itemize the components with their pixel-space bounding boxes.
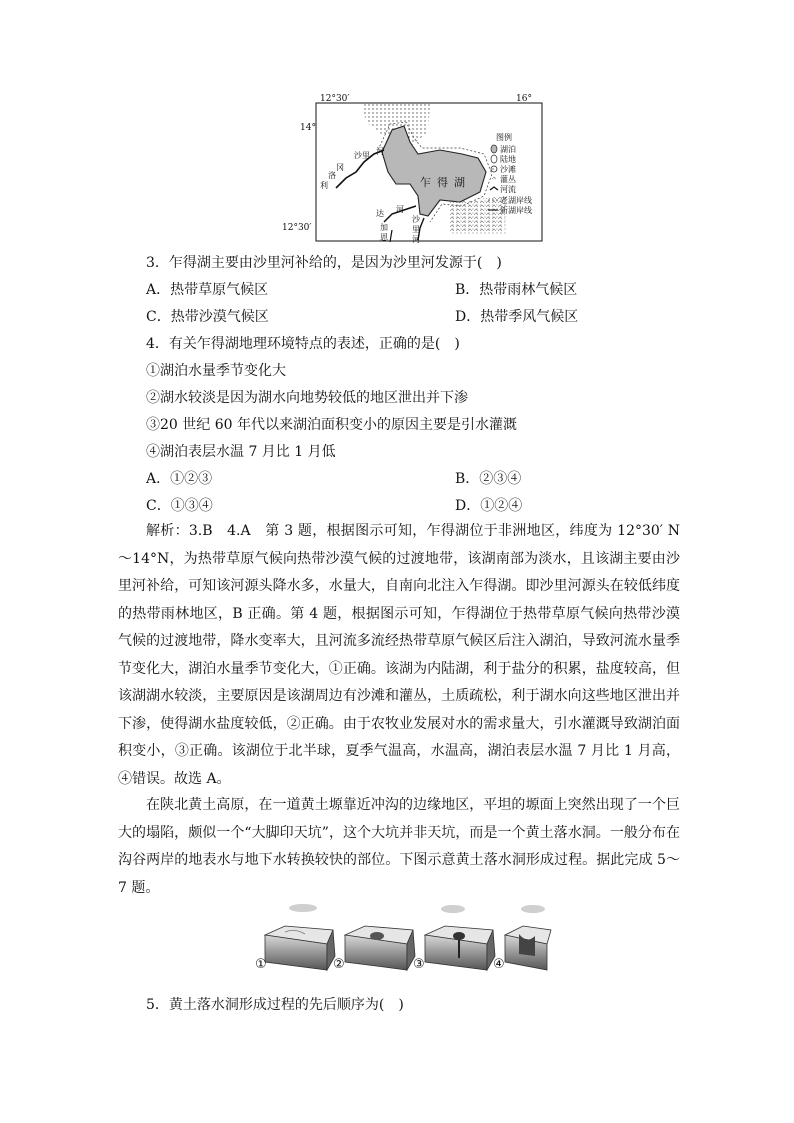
lat-bottom-label: 12°30′ xyxy=(282,223,312,233)
river-chari-left-label: 沙里 xyxy=(354,151,370,160)
lon-right-label: 16° xyxy=(516,94,532,104)
q5-stem: 5．黄土落水洞形成过程的先后顺序为( ) xyxy=(146,997,404,1013)
q4-option-b: B．②③④ xyxy=(455,471,522,487)
river-bottom-char-3: 河 xyxy=(412,235,420,244)
river-logone-char-1: 达 xyxy=(376,209,384,218)
block-label-2: ② xyxy=(333,957,345,972)
legend-river: 河流 xyxy=(500,185,516,194)
q4-statement-4: ④湖泊表层水温 7 月比 1 月低 xyxy=(146,444,336,460)
lat-top-label: 14° xyxy=(300,123,316,133)
river-logone-suffix: 河 xyxy=(396,205,404,214)
legend-old-shore: 老湖岸线 xyxy=(500,196,532,205)
block-stage-1 xyxy=(255,926,335,972)
river-left-char-2: 洛 xyxy=(328,171,336,180)
q4-option-d: D．①②④ xyxy=(455,498,523,514)
legend-sand: 沙滩 xyxy=(500,165,516,174)
q4-stem: 4．有关乍得湖地理环境特点的表述，正确的是( ) xyxy=(146,336,460,352)
river-bottom-char-2: 里 xyxy=(412,225,420,234)
block-label-1: ① xyxy=(255,957,267,972)
q4-statement-2: ②湖水较淡是因为湖水向地势较低的地区泄出并下渗 xyxy=(146,390,468,406)
q3-stem: 3．乍得湖主要由沙里河补给的，是因为沙里河发源于( ) xyxy=(146,255,502,271)
block-label-4: ④ xyxy=(493,957,505,972)
map-figure xyxy=(282,92,548,246)
legend-shrub: 灌丛 xyxy=(500,175,516,184)
lon-left-label: 12°30′ xyxy=(320,94,350,104)
q3-option-d: D．热带季风气候区 xyxy=(455,309,579,325)
legend-lake: 湖泊 xyxy=(500,145,516,154)
intro-paragraph: 在陕北黄土高原，在一道黄土塬靠近冲沟的边缘地区，平坦的塬面上突然出现了一个巨大的塌陷，颇似一个“大脚印天坑”，这个大坑并非天坑，而是一个黄土落水洞。一般分布在沟谷两岸的地表水与地下水转换较快的部位。下图示意黄土落水洞形成过程。据此完成 5～7 题。 xyxy=(118,797,680,896)
block-stage-2 xyxy=(333,926,415,972)
legend-new-shore: 新湖岸线 xyxy=(500,206,532,215)
q4-statement-3: ③20 世纪 60 年代以来湖泊面积变小的原因主要是引水灌溉 xyxy=(146,417,517,433)
cloud-2 xyxy=(441,905,465,913)
q3-option-b: B．热带雨林气候区 xyxy=(455,282,578,298)
cloud-1 xyxy=(289,904,317,912)
block-stage-4 xyxy=(493,926,551,972)
block-label-3: ③ xyxy=(413,957,425,972)
legend-land: 陆地 xyxy=(500,155,516,164)
q4-option-c: C．①③④ xyxy=(146,498,213,514)
lake-label: 乍得湖 xyxy=(420,176,471,189)
sinkhole-process-figure xyxy=(255,900,555,980)
river-chari-left-suffix: 河 xyxy=(376,147,384,156)
river-left-char-3: 冈 xyxy=(336,163,344,172)
river-logone-char-3: 恩 xyxy=(380,233,388,242)
q3-option-a: A．热带草原气候区 xyxy=(146,282,269,298)
river-bottom-char-1: 沙 xyxy=(412,215,420,224)
q4-option-a: A．①②③ xyxy=(146,471,213,487)
q3-option-c: C．热带沙漠气候区 xyxy=(146,309,269,325)
analysis-paragraph: 解析：3.B 4.A 第 3 题，根据图示可知，乍得湖位于非洲地区，纬度为 12°30′ N～14°N，为热带草原气候向热带沙漠气候的过渡地带，该湖南部为淡水，且该湖主要由沙里河补给，可知该河源头降水多，水量大，自南向北注入乍得湖。即沙里河源头在较低纬度的热带雨林地区，B 正确。第 4 题，根据图示可知，乍得湖位于热带草原气候向热带沙漠气候的过渡地带，降水变率大，且河流多流经热带草原气候区后注入湖泊，导致河流水量季节变化大，湖泊水量季节变化大，①正确。该湖为内陆湖，利于盐分的积累，盐度较高，但该湖湖水较淡，主要原因是该湖周边有沙滩和灌丛，土质疏松，利于湖水向这些地区泄出并下渗，使得湖水盐度较低，②正确。由于农牧业发展对水的需求量大，引水灌溉导致湖泊面积变小，③正确。该湖位于北半球，夏季气温高，水温高，湖泊表层水温 7 月比 1 月高，④错误。故选 A。 xyxy=(118,523,680,787)
q4-statement-1: ①湖泊水量季节变化大 xyxy=(146,363,286,379)
river-logone-char-2: 加 xyxy=(380,223,388,232)
lake-chad-map xyxy=(282,92,548,246)
legend-title: 图例 xyxy=(496,133,512,142)
block-stage-3 xyxy=(413,926,495,972)
cloud-3 xyxy=(521,905,545,913)
river-left-char-1: 利 xyxy=(320,181,328,190)
